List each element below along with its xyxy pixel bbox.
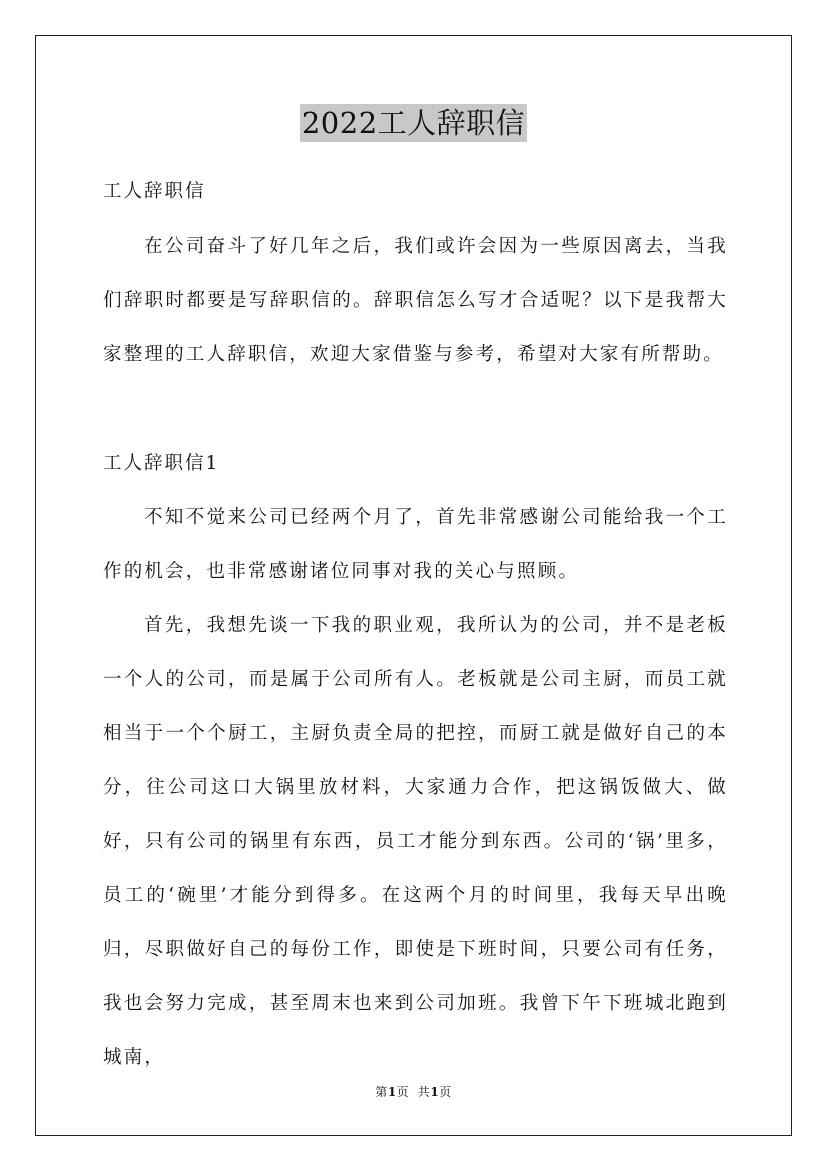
letter1-heading: 工人辞职信1	[103, 453, 220, 474]
footer-page-mid: 页 共	[396, 1085, 431, 1099]
intro-heading: 工人辞职信	[103, 181, 206, 202]
footer-page-current: 1	[387, 1085, 397, 1099]
footer-page-suffix: 页	[439, 1085, 452, 1099]
footer-page-total: 1	[430, 1085, 440, 1099]
document-title: 2022工人辞职信	[301, 106, 526, 140]
letter1-paragraph-2: 首先，我想先谈一下我的职业观，我所认为的公司，并不是老板一个人的公司，而是属于公司所有人。老板就是公司主厨，而员工就相当于一个个厨工，主厨负责全局的把控，而厨工就是做好自己的本分，往公司这口大锅里放材料，大家通力合作，把这锅饭做大、做好，只有公司的锅里有东西，员工才能分到东西。公司的‘锅’里多，员工的‘碗里’才能分到得多。在这两个月的时间里，我每天早出晚归，尽职做好自己的每份工作，即使是下班时间，只要公司有任务，我也会努力完成，甚至周末也来到公司加班。我曾下午下班城北跑到城南，	[103, 615, 728, 1068]
intro-paragraph: 在公司奋斗了好几年之后，我们或许会因为一些原因离去，当我们辞职时都要是写辞职信的。辞职信怎么写才合适呢？以下是我帮大家整理的工人辞职信，欢迎大家借鉴与参考，希望对大家有所帮助。	[103, 236, 728, 365]
page-footer	[0, 1083, 827, 1100]
footer-page-prefix: 第	[375, 1085, 388, 1099]
letter1-paragraph-1: 不知不觉来公司已经两个月了，首先非常感谢公司能给我一个工作的机会，也非常感谢诸位同事对我的关心与照顾。	[103, 507, 728, 582]
title-container	[0, 104, 827, 142]
